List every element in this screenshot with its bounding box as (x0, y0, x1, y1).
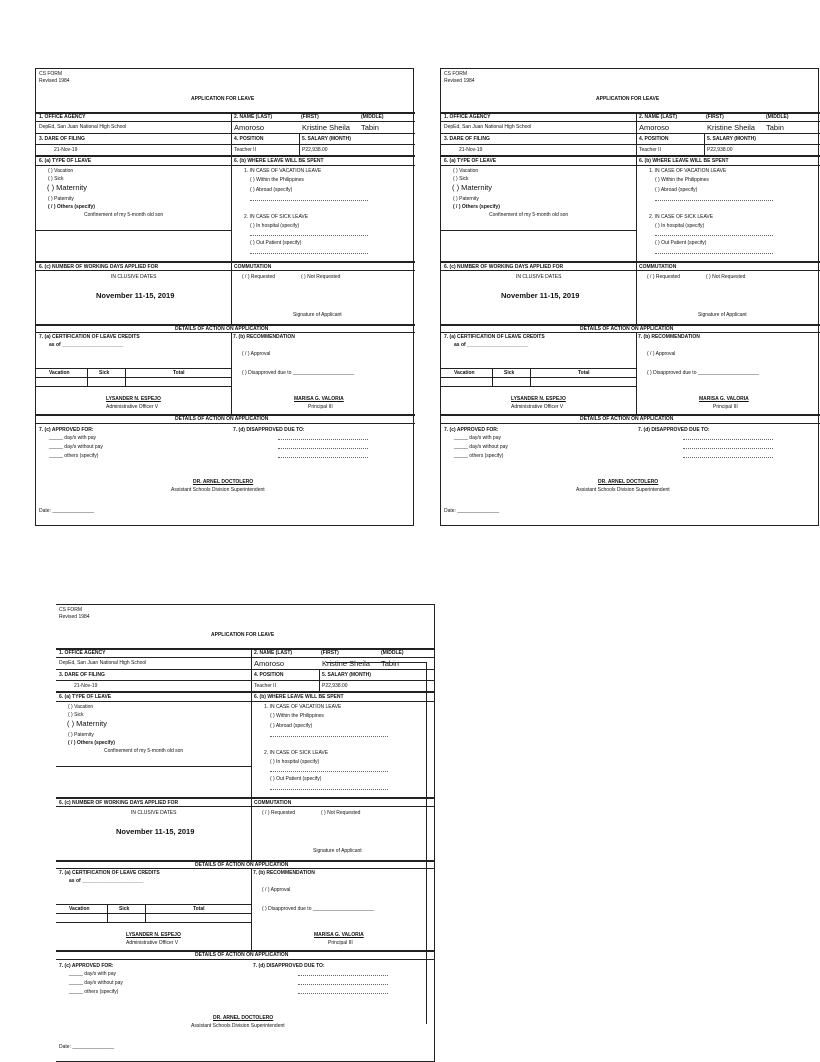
name-middle-value: Tabin (361, 123, 379, 132)
form-title: APPLICATION FOR LEAVE (596, 96, 660, 102)
commutation-label: COMMUTATION (639, 264, 677, 270)
vacation-column: Vacation (69, 906, 90, 912)
inclusive-dates-label: IN CLUSIVE DATES (111, 274, 157, 280)
sick-column: Sick (504, 370, 515, 376)
certification-label: 7. (a) CERTIFICATION OF LEAVE CREDITS (444, 334, 545, 340)
asds-name: DR. ARNEL DOCTOLERO (213, 1015, 274, 1021)
sick-case-label: 2. IN CASE OF SICK LEAVE (244, 214, 309, 220)
inclusive-dates-label: IN CLUSIVE DATES (516, 274, 562, 280)
position-label: 4. POSITION (639, 136, 669, 142)
inclusive-dates-value: November 11-15, 2019 (96, 291, 175, 300)
requested-option: ( / ) Requested (262, 810, 296, 816)
middle-label: (MIDDLE) (361, 114, 384, 120)
middle-label: (MIDDLE) (766, 114, 789, 120)
first-label: (FIRST) (706, 114, 724, 120)
total-column: Total (578, 370, 590, 376)
total-column: Total (193, 906, 205, 912)
number-of-days-label: 6. (c) NUMBER OF WORKING DAYS APPLIED FOR (39, 264, 159, 270)
date-line: Date: _______________ (39, 508, 95, 514)
principal-name: MARISA G. VALORIA (699, 396, 749, 402)
vacation-case-label: 1. IN CASE OF VACATION LEAVE (264, 704, 342, 710)
total-column: Total (173, 370, 185, 376)
salary-value: P22,938.00 (302, 147, 328, 153)
officer-title: Administrative Officer V (106, 404, 159, 410)
where-leave-label: 6. (b) WHERE LEAVE WILL BE SPENT (234, 158, 324, 164)
others-specify: _____ others (specify) (454, 453, 504, 459)
vacation-option: ( ) Vacation (48, 168, 74, 174)
principal-name: MARISA G. VALORIA (314, 932, 364, 938)
asds-name: DR. ARNEL DOCTOLERO (598, 479, 659, 485)
officer-title: Administrative Officer V (511, 404, 564, 410)
others-option: ( / ) Others (specify) (453, 204, 500, 210)
name-middle-value: Tabin (766, 123, 784, 132)
in-hospital-option: ( ) In hospital (specify) (250, 223, 300, 229)
days-without-pay: _____ day/s without pay (69, 980, 123, 986)
salary-value: P22,938.00 (707, 147, 733, 153)
name-first-value: Kristine Sheila (707, 123, 755, 132)
abroad-option: ( ) Abroad (specify) (250, 187, 293, 193)
date-filing-label: 3. DARE OF FILING (444, 136, 490, 142)
name-last-value: Amoroso (234, 123, 265, 132)
within-philippines-option: ( ) Within the Philippines (270, 713, 324, 719)
maternity-option: ( ) Maternity (67, 719, 108, 728)
details-of-action-heading-2: DETAILS OF ACTION ON APPLICATION (195, 952, 289, 958)
others-specify: _____ others (specify) (49, 453, 99, 459)
days-without-pay: _____ day/s without pay (454, 444, 508, 450)
type-of-leave-label: 6. (a) TYPE OF LEAVE (39, 158, 92, 164)
where-leave-label: 6. (b) WHERE LEAVE WILL BE SPENT (639, 158, 729, 164)
others-option: ( / ) Others (specify) (68, 740, 115, 746)
signature-of-applicant: Signature of Applicant (293, 312, 342, 318)
inclusive-dates-label: IN CLUSIVE DATES (131, 810, 177, 816)
date-filing-value: 21-Nov-19 (74, 683, 98, 689)
in-hospital-option: ( ) In hospital (specify) (270, 759, 320, 765)
salary-value: P22,938.00 (322, 683, 348, 689)
name-label: 2. NAME (LAST) (639, 114, 678, 120)
not-requested-option: ( ) Not Requested (706, 274, 746, 280)
signature-of-applicant: Signature of Applicant (698, 312, 747, 318)
within-philippines-option: ( ) Within the Philippines (250, 177, 304, 183)
name-last-value: Amoroso (254, 659, 285, 668)
abroad-option: ( ) Abroad (specify) (655, 187, 698, 193)
asds-title: Assistant Schools Division Superintendent (191, 1023, 285, 1029)
name-label: 2. NAME (LAST) (254, 650, 293, 656)
date-filing-value: 21-Nov-19 (54, 147, 78, 153)
not-requested-option: ( ) Not Requested (321, 810, 361, 816)
form-title: APPLICATION FOR LEAVE (191, 96, 255, 102)
name-middle-value: Tabin (381, 659, 399, 668)
certification-label: 7. (a) CERTIFICATION OF LEAVE CREDITS (59, 870, 160, 876)
office-agency-value: DepEd, San Juan National High School (444, 124, 532, 130)
paternity-option: ( ) Paternity (68, 732, 94, 738)
disapproved-due-option: ( ) Disapproved due to ______________________ (647, 370, 760, 376)
leave-form-fragment (59, 607, 428, 1050)
officer-title: Administrative Officer V (126, 940, 179, 946)
vacation-option: ( ) Vacation (453, 168, 479, 174)
salary-label: 5. SALARY (MONTH) (302, 136, 351, 142)
others-detail: Confinement of my 5-month old son (84, 212, 164, 218)
salary-label: 5. SALARY (MONTH) (707, 136, 756, 142)
position-label: 4. POSITION (254, 672, 284, 678)
sick-option: ( ) Sick (68, 712, 84, 718)
commutation-label: COMMUTATION (254, 800, 292, 806)
paternity-option: ( ) Paternity (453, 196, 479, 202)
days-with-pay: _____ day/s with pay (49, 435, 96, 441)
certification-label: 7. (a) CERTIFICATION OF LEAVE CREDITS (39, 334, 140, 340)
cs-form-label: CS FORM (444, 71, 468, 77)
name-first-value: Kristine Sheila (322, 659, 370, 668)
principal-title: Principal III (328, 940, 353, 946)
approved-for-label: 7. (c) APPROVED FOR: (39, 427, 94, 433)
where-leave-label: 6. (b) WHERE LEAVE WILL BE SPENT (254, 694, 344, 700)
sick-column: Sick (119, 906, 130, 912)
date-filing-label: 3. DARE OF FILING (59, 672, 105, 678)
vacation-case-label: 1. IN CASE OF VACATION LEAVE (244, 168, 322, 174)
within-philippines-option: ( ) Within the Philippines (655, 177, 709, 183)
details-of-action-heading-2: DETAILS OF ACTION ON APPLICATION (580, 416, 674, 422)
date-line: Date: _______________ (59, 1044, 115, 1050)
details-of-action-heading: DETAILS OF ACTION ON APPLICATION (195, 862, 289, 868)
officer-name: LYSANDER N. ESPEJO (126, 932, 181, 938)
days-with-pay: _____ day/s with pay (69, 971, 116, 977)
sick-option: ( ) Sick (453, 176, 469, 182)
sick-case-label: 2. IN CASE OF SICK LEAVE (264, 750, 329, 756)
number-of-days-label: 6. (c) NUMBER OF WORKING DAYS APPLIED FOR (59, 800, 179, 806)
signature-of-applicant: Signature of Applicant (313, 848, 362, 854)
disapproved-due-label: 7. (d) DISAPPROVED DUE TO: (638, 427, 710, 433)
requested-option: ( / ) Requested (242, 274, 276, 280)
disapproved-due-option: ( ) Disapproved due to ______________________ (242, 370, 355, 376)
as-of-line: as of ______________________ (454, 342, 529, 348)
inclusive-dates-value: November 11-15, 2019 (116, 827, 195, 836)
details-of-action-heading: DETAILS OF ACTION ON APPLICATION (175, 326, 269, 332)
name-label: 2. NAME (LAST) (234, 114, 273, 120)
name-last-value: Amoroso (639, 123, 670, 132)
form-title: APPLICATION FOR LEAVE (211, 632, 275, 638)
requested-option: ( / ) Requested (647, 274, 681, 280)
paternity-option: ( ) Paternity (48, 196, 74, 202)
out-patient-option: ( ) Out Patient (specify) (250, 240, 302, 246)
salary-label: 5. SALARY (MONTH) (322, 672, 371, 678)
officer-name: LYSANDER N. ESPEJO (511, 396, 566, 402)
approval-option: ( / ) Approval (242, 351, 271, 357)
recommendation-label: 7. (b) RECOMMENDATION (233, 334, 295, 340)
principal-title: Principal III (713, 404, 738, 410)
as-of-line: as of ______________________ (49, 342, 124, 348)
recommendation-label: 7. (b) RECOMMENDATION (253, 870, 315, 876)
principal-title: Principal III (308, 404, 333, 410)
not-requested-option: ( ) Not Requested (301, 274, 341, 280)
out-patient-option: ( ) Out Patient (specify) (655, 240, 707, 246)
asds-name: DR. ARNEL DOCTOLERO (193, 479, 254, 485)
disapproved-due-label: 7. (d) DISAPPROVED DUE TO: (233, 427, 305, 433)
position-label: 4. POSITION (234, 136, 264, 142)
office-agency-label: 1. OFFICE AGENCY (39, 114, 86, 120)
vacation-case-label: 1. IN CASE OF VACATION LEAVE (649, 168, 727, 174)
middle-label: (MIDDLE) (381, 650, 404, 656)
office-agency-value: DepEd, San Juan National High School (39, 124, 127, 130)
commutation-label: COMMUTATION (234, 264, 272, 270)
recommendation-label: 7. (b) RECOMMENDATION (638, 334, 700, 340)
others-option: ( / ) Others (specify) (48, 204, 95, 210)
number-of-days-label: 6. (c) NUMBER OF WORKING DAYS APPLIED FOR (444, 264, 564, 270)
as-of-line: as of ______________________ (69, 878, 144, 884)
maternity-option: ( ) Maternity (47, 183, 88, 192)
cs-form-label: CS FORM (39, 71, 63, 77)
officer-name: LYSANDER N. ESPEJO (106, 396, 161, 402)
abroad-option: ( ) Abroad (specify) (270, 723, 313, 729)
in-hospital-option: ( ) In hospital (specify) (655, 223, 705, 229)
name-first-value: Kristine Sheila (302, 123, 350, 132)
approved-for-label: 7. (c) APPROVED FOR: (59, 963, 114, 969)
revised-label: Revised 1984 (444, 78, 475, 84)
leave-form-page-1 (35, 68, 414, 526)
days-with-pay: _____ day/s with pay (454, 435, 501, 441)
first-label: (FIRST) (301, 114, 319, 120)
office-agency-label: 1. OFFICE AGENCY (59, 650, 106, 656)
type-of-leave-label: 6. (a) TYPE OF LEAVE (59, 694, 112, 700)
others-specify: _____ others (specify) (69, 989, 119, 995)
asds-title: Assistant Schools Division Superintendent (171, 487, 265, 493)
cs-form-label: CS FORM (59, 607, 83, 613)
office-agency-value: DepEd, San Juan National High School (59, 660, 147, 666)
days-without-pay: _____ day/s without pay (49, 444, 103, 450)
disapproved-due-option: ( ) Disapproved due to ______________________ (262, 906, 375, 912)
vacation-column: Vacation (454, 370, 475, 376)
date-filing-value: 21-Nov-19 (459, 147, 483, 153)
vacation-option: ( ) Vacation (68, 704, 94, 710)
position-value: Teacher II (234, 147, 256, 153)
office-agency-label: 1. OFFICE AGENCY (444, 114, 491, 120)
principal-name: MARISA G. VALORIA (294, 396, 344, 402)
date-line: Date: _______________ (444, 508, 500, 514)
first-label: (FIRST) (321, 650, 339, 656)
sick-option: ( ) Sick (48, 176, 64, 182)
date-filing-label: 3. DARE OF FILING (39, 136, 85, 142)
maternity-option: ( ) Maternity (452, 183, 493, 192)
details-of-action-heading: DETAILS OF ACTION ON APPLICATION (580, 326, 674, 332)
out-patient-option: ( ) Out Patient (specify) (270, 776, 322, 782)
asds-title: Assistant Schools Division Superintendent (576, 487, 670, 493)
sick-case-label: 2. IN CASE OF SICK LEAVE (649, 214, 714, 220)
sick-column: Sick (99, 370, 110, 376)
disapproved-due-label: 7. (d) DISAPPROVED DUE TO: (253, 963, 325, 969)
revised-label: Revised 1984 (39, 78, 70, 84)
revised-label: Revised 1984 (59, 614, 90, 620)
approval-option: ( / ) Approval (262, 887, 291, 893)
approved-for-label: 7. (c) APPROVED FOR: (444, 427, 499, 433)
leave-form-page-2 (440, 68, 819, 526)
position-value: Teacher II (639, 147, 661, 153)
approval-option: ( / ) Approval (647, 351, 676, 357)
details-of-action-heading-2: DETAILS OF ACTION ON APPLICATION (175, 416, 269, 422)
inclusive-dates-value: November 11-15, 2019 (501, 291, 580, 300)
position-value: Teacher II (254, 683, 276, 689)
type-of-leave-label: 6. (a) TYPE OF LEAVE (444, 158, 497, 164)
vacation-column: Vacation (49, 370, 70, 376)
leave-form-page-3 (56, 604, 435, 1062)
others-detail: Confinement of my 5-month old son (489, 212, 569, 218)
others-detail: Confinement of my 5-month old son (104, 748, 184, 754)
